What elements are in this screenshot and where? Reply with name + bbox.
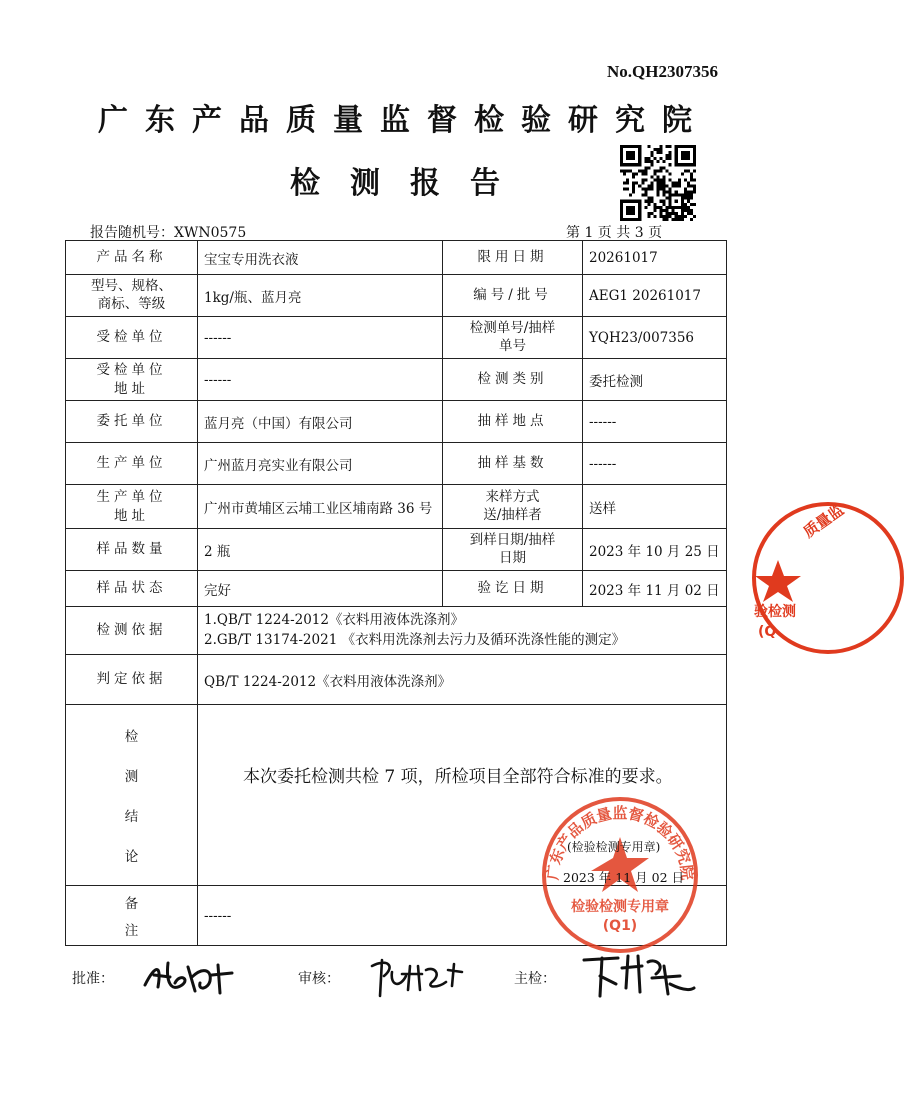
value-finish-date: 2023 年 11 月 02 日: [583, 571, 727, 607]
approve-label: 批准：: [72, 971, 114, 987]
stamp-note: (检验检测专用章): [567, 840, 661, 854]
report-title: 检测报告: [290, 166, 530, 201]
value-arrival-date: 2023 年 10 月 25 日: [583, 529, 727, 571]
value-producer-address: 广州市黄埔区云埔工业区埔南路 36 号: [198, 485, 443, 529]
label-sample-base: 抽样基数: [443, 443, 583, 485]
label-conclusion: 检 测 结 论: [66, 705, 198, 886]
table-row: [66, 655, 727, 705]
label-inspected-unit: 受检单位: [66, 317, 198, 359]
qr-code: [620, 145, 696, 221]
label-model: 型号、规格、 商标、等级: [66, 275, 198, 317]
label-producer: 生产单位: [66, 443, 198, 485]
label-producer-address: 生产单位 地址: [66, 485, 198, 529]
label-expiry: 限用日期: [443, 241, 583, 275]
label-sample-location: 抽样地点: [443, 401, 583, 443]
value-product-name: 宝宝专用洗衣液: [198, 241, 443, 275]
report-number: No.QH2307356: [607, 62, 718, 81]
value-inspected-unit: ------: [198, 317, 443, 359]
stamp-center-text: 检验检测专用章: [571, 899, 669, 915]
star-icon: [755, 560, 801, 602]
table-row: [66, 401, 727, 443]
value-test-basis: 1.QB/T 1224-2012《衣料用液体洗涤剂》 2.GB/T 13174-2021 《衣料用洗涤剂去污力及循环洗涤性能的测定》: [198, 607, 727, 655]
table-row: [66, 485, 727, 529]
label-inspected-address: 受检单位 地址: [66, 359, 198, 401]
value-judge-basis: QB/T 1224-2012《衣料用液体洗涤剂》: [198, 655, 727, 705]
table-row: [66, 241, 727, 275]
side-stamp-center-text: 验检测: [754, 604, 796, 620]
label-remarks: 备 注: [66, 886, 198, 946]
table-row: [66, 359, 727, 401]
table-row: [66, 317, 727, 359]
stamp-ring-text: 广东产品质量监督检验研究院: [543, 804, 697, 881]
stamp-code-text: (Q1): [602, 918, 638, 934]
side-stamp-ring-text: 质量监: [799, 500, 848, 542]
label-arrival-date: 到样日期/抽样 日期: [443, 529, 583, 571]
value-producer: 广州蓝月亮实业有限公司: [198, 443, 443, 485]
approver-signature: [140, 955, 240, 1000]
label-test-no: 检测单号/抽样 单号: [443, 317, 583, 359]
label-test-basis: 检测依据: [66, 607, 198, 655]
inspector-signature: [578, 948, 698, 1003]
label-quantity: 样品数量: [66, 529, 198, 571]
report-random-number: 报告随机号：XWN0575: [90, 225, 247, 241]
institute-name: 广东产品质量监督检验研究院: [98, 103, 709, 138]
review-label: 审核：: [298, 971, 340, 987]
inspector-label: 主检：: [514, 971, 556, 987]
value-test-type: 委托检测: [583, 359, 727, 401]
label-delivery: 来样方式 送/抽样者: [443, 485, 583, 529]
value-model: 1kg/瓶、蓝月亮: [198, 275, 443, 317]
value-remarks: ------: [198, 886, 727, 946]
value-expiry: 20261017: [583, 241, 727, 275]
table-row: [66, 275, 727, 317]
table-row: [66, 529, 727, 571]
value-sample-base: ------: [583, 443, 727, 485]
value-condition: 完好: [198, 571, 443, 607]
label-product-name: 产品名称: [66, 241, 198, 275]
reviewer-signature: [362, 952, 472, 1002]
value-delivery: 送样: [583, 485, 727, 529]
table-row: [66, 571, 727, 607]
label-judge-basis: 判定依据: [66, 655, 198, 705]
table-row: [66, 607, 727, 655]
label-test-type: 检测类别: [443, 359, 583, 401]
side-stamp-code-text: (Q: [758, 624, 777, 640]
label-condition: 样品状态: [66, 571, 198, 607]
value-test-no: YQH23/007356: [583, 317, 727, 359]
label-finish-date: 验讫日期: [443, 571, 583, 607]
side-seal-stamp: [748, 498, 848, 658]
label-batch: 编号/批号: [443, 275, 583, 317]
conclusion-text: 本次委托检测共检 7 项，所检项目全部符合标准的要求。: [243, 767, 673, 787]
table-row: [66, 443, 727, 485]
value-inspected-address: ------: [198, 359, 443, 401]
value-quantity: 2 瓶: [198, 529, 443, 571]
conclusion-date: 2023 年 11 月 02 日: [563, 870, 684, 885]
page-indicator: 第 1 页 共 3 页: [566, 225, 663, 241]
value-client: 蓝月亮（中国）有限公司: [198, 401, 443, 443]
value-sample-location: ------: [583, 401, 727, 443]
value-batch: AEG1 20261017: [583, 275, 727, 317]
label-client: 委托单位: [66, 401, 198, 443]
